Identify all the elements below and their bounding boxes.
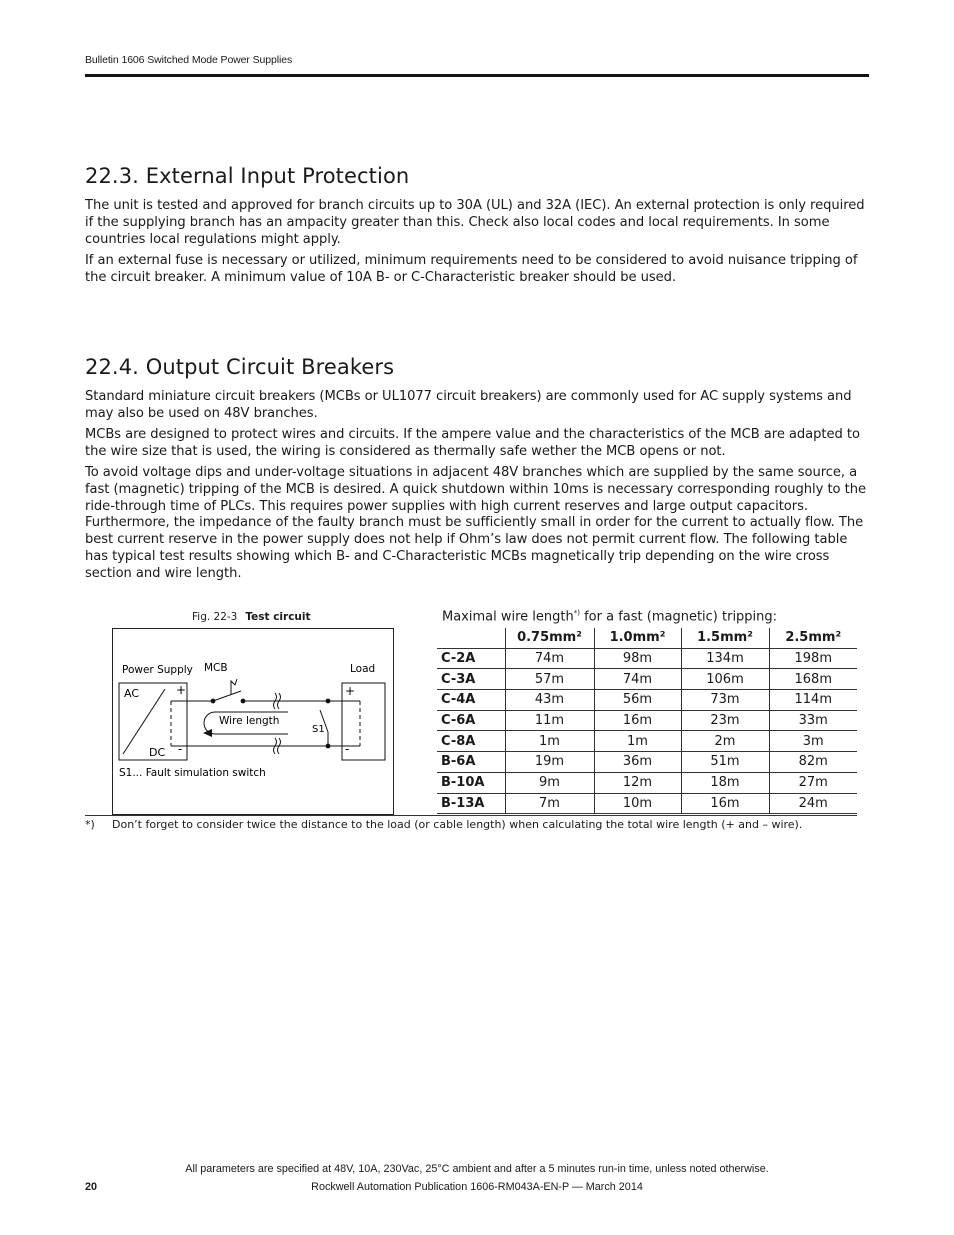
- wire-length-arrow: [203, 729, 212, 737]
- breaker-type-cell: C-2A: [437, 648, 505, 669]
- table-header-cell: 1.0mm²: [594, 628, 681, 648]
- paragraph: Standard miniature circuit breakers (MCBs or UL1077 circuit breakers) are commonly used for AC supply systems and may also be used on 48V branches.: [85, 389, 852, 421]
- test-circuit-diagram: [113, 629, 393, 814]
- figure-number: Fig. 22-3: [192, 611, 238, 623]
- dc-label: DC: [149, 746, 166, 759]
- table-row: [437, 793, 857, 814]
- table-cell: 11m: [505, 710, 594, 731]
- s1-terminal-top: [326, 699, 331, 704]
- table-cell: 106m: [681, 669, 769, 690]
- footer-conditions-note: All parameters are specified at 48V, 10A, 230Vac, 25°C ambient and after a 5 minutes run-in time, unless noted otherwise.: [185, 1163, 769, 1175]
- figure-caption: [192, 611, 311, 623]
- table-header-cell: [437, 628, 505, 648]
- table-cell: 9m: [505, 772, 594, 793]
- table-cell: 168m: [769, 669, 857, 690]
- table-cell: 3m: [769, 731, 857, 752]
- table-cell: 56m: [594, 690, 681, 711]
- table-header-cell: 1.5mm²: [681, 628, 769, 648]
- breaker-type-cell: C-8A: [437, 731, 505, 752]
- table-row: [437, 710, 857, 731]
- table-cell: 16m: [594, 710, 681, 731]
- s1-label: S1: [312, 724, 325, 735]
- breaker-type-cell: B-10A: [437, 772, 505, 793]
- table-title-text: Maximal wire length: [442, 609, 574, 625]
- table-cell: 10m: [594, 793, 681, 814]
- figure-bottom-rule: [85, 815, 857, 816]
- breaker-type-cell: C-4A: [437, 690, 505, 711]
- footnote: [85, 818, 802, 831]
- table-header-cell: 0.75mm²: [505, 628, 594, 648]
- load-plus-label: +: [345, 684, 356, 698]
- table-header-cell: 2.5mm²: [769, 628, 857, 648]
- page-number: 20: [85, 1181, 98, 1193]
- wire-length-table: [437, 628, 857, 814]
- section-heading-output-circuit-breakers: 22.4. Output Circuit Breakers: [85, 355, 395, 379]
- table-row: [437, 669, 857, 690]
- table-cell: 74m: [594, 669, 681, 690]
- table-cell: 51m: [681, 752, 769, 773]
- paragraph: The unit is tested and approved for branch circuits up to 30A (UL) and 32A (IEC). An external protection is only required if the supplying branch has an ampacity greater than this. Check also local codes and local requirements. In some countries local regulations might apply.: [85, 198, 865, 247]
- mcb-label: MCB: [204, 662, 228, 674]
- table-cell: 7m: [505, 793, 594, 814]
- psu-plus-label: +: [176, 683, 187, 697]
- table-header-row: [437, 628, 857, 648]
- table-row: [437, 648, 857, 669]
- table-cell: 134m: [681, 648, 769, 669]
- table-cell: 114m: [769, 690, 857, 711]
- fault-switch-legend: S1... Fault simulation switch: [119, 767, 266, 779]
- footnote-marker: *): [85, 818, 95, 831]
- mcb-contact: [213, 691, 241, 701]
- table-cell: 98m: [594, 648, 681, 669]
- table-cell: 1m: [505, 731, 594, 752]
- breaker-type-cell: B-6A: [437, 752, 505, 773]
- paragraph: To avoid voltage dips and under-voltage situations in adjacent 48V branches which are supplied by the same source, a fast (magnetic) tripping of the MCB is desired. A quick shutdown within 10ms is necessary corresponding roughly to the ride-through time of PLCs. This requires power supplies with high current reserves and large output capacitors. Furthermore, the impedance of the faulty branch must be sufficiently small in order for the current to actually flow. The best current reserve in the power supply does not help if Ohm’s law does not permit current flow. The following table has typical test results showing which B- and C-Characteristic MCBs magnetically trip depending on the wire cross section and wire length.: [85, 465, 866, 581]
- table-title-text: for a fast (magnetic) tripping:: [579, 609, 778, 625]
- table-cell: 82m: [769, 752, 857, 773]
- running-header: Bulletin 1606 Switched Mode Power Supplies: [85, 54, 293, 66]
- table-cell: 198m: [769, 648, 857, 669]
- wire-length-label: Wire length: [219, 715, 280, 727]
- breaker-type-cell: C-6A: [437, 710, 505, 731]
- breaker-type-cell: C-3A: [437, 669, 505, 690]
- table-cell: 36m: [594, 752, 681, 773]
- table-cell: 33m: [769, 710, 857, 731]
- power-supply-label: Power Supply: [122, 664, 193, 676]
- table-cell: 27m: [769, 772, 857, 793]
- breaker-type-cell: B-13A: [437, 793, 505, 814]
- table-cell: 2m: [681, 731, 769, 752]
- load-label: Load: [350, 663, 376, 675]
- table-cell: 24m: [769, 793, 857, 814]
- table-cell: 1m: [594, 731, 681, 752]
- table-cell: 18m: [681, 772, 769, 793]
- table-cell: 19m: [505, 752, 594, 773]
- section-heading-external-input-protection: 22.3. External Input Protection: [85, 164, 410, 188]
- table-row: [437, 752, 857, 773]
- table-cell: 43m: [505, 690, 594, 711]
- test-circuit-figure: [112, 628, 394, 815]
- paragraph: If an external fuse is necessary or utilized, minimum requirements need to be considered to avoid nuisance tripping of the circuit breaker. A minimum value of 10A B- or C-Characteristic breaker should be used.: [85, 253, 858, 285]
- table-cell: 12m: [594, 772, 681, 793]
- table-cell: 74m: [505, 648, 594, 669]
- load-minus-label: -: [345, 742, 350, 756]
- table-row: [437, 690, 857, 711]
- table-cell: 23m: [681, 710, 769, 731]
- table-cell: 73m: [681, 690, 769, 711]
- table-row: [437, 772, 857, 793]
- table-title: [442, 609, 777, 624]
- paragraph: MCBs are designed to protect wires and circuits. If the ampere value and the characteristics of the MCB are adapted to the wire size that is used, the wiring is considered as thermally safe wether the MCB opens or not.: [85, 427, 860, 459]
- footnote-marker: *): [573, 609, 580, 617]
- psu-minus-label: -: [178, 742, 183, 756]
- figure-title: Test circuit: [245, 611, 311, 623]
- footer-publication: Rockwell Automation Publication 1606-RM043A-EN-P — March 2014: [311, 1181, 643, 1193]
- table-cell: 57m: [505, 669, 594, 690]
- ac-label: AC: [124, 687, 140, 700]
- table-row: [437, 731, 857, 752]
- footnote-text: Don’t forget to consider twice the distance to the load (or cable length) when calculating the total wire length (+ and – wire).: [112, 818, 803, 831]
- header-rule: [85, 74, 869, 77]
- table-cell: 16m: [681, 793, 769, 814]
